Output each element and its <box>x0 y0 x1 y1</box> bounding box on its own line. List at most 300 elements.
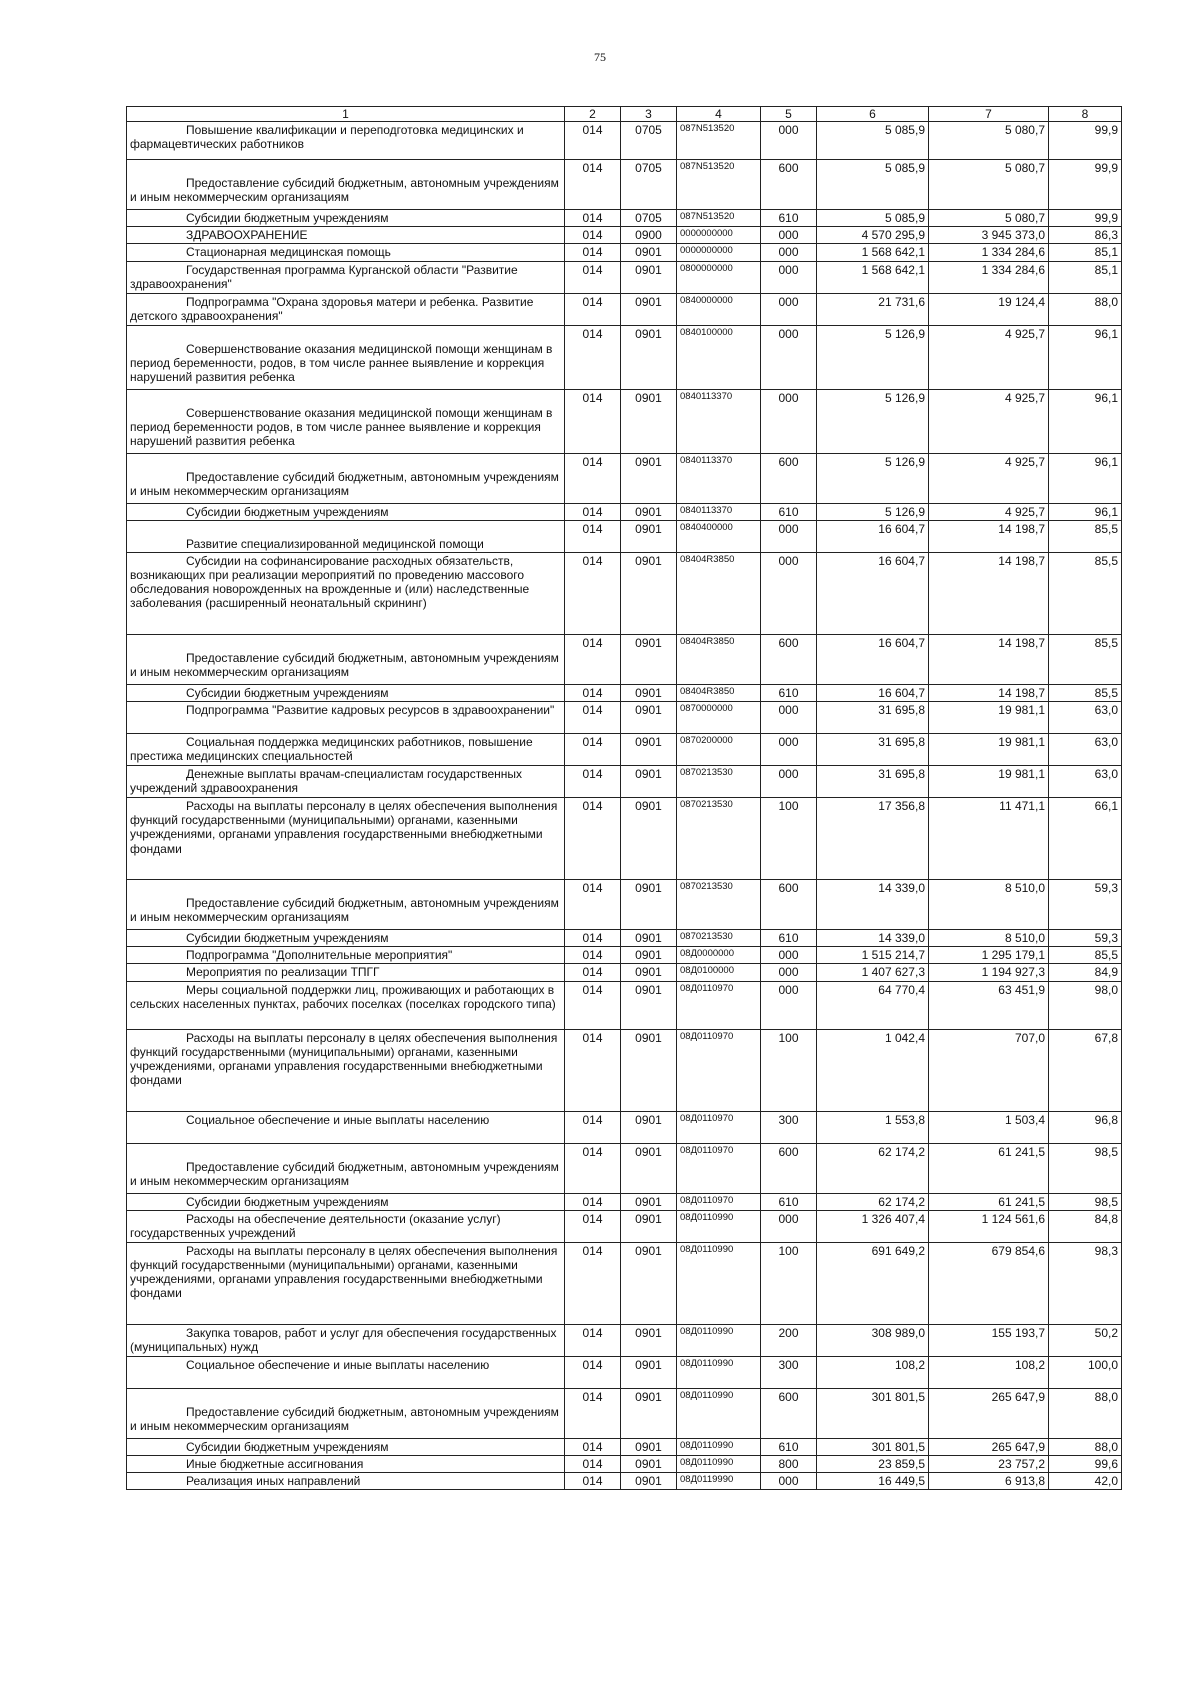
table-row <box>127 453 1122 503</box>
ministry-code: 014 <box>565 1242 621 1324</box>
line-item-text: Расходы на выплаты персоналу в целях обеспечения выполнения функций государственными (муниципальными) органами, казенными учреждениями, органами управления государственными внебюджетными фондами <box>130 1030 558 1088</box>
line-item-name <box>127 227 565 244</box>
table-row <box>127 122 1122 160</box>
planned-amount: 691 649,2 <box>817 1242 929 1324</box>
section-code: 0901 <box>621 1143 677 1193</box>
ministry-code: 014 <box>565 880 621 930</box>
line-item-text: Мероприятия по реализации ТПГГ <box>186 965 380 980</box>
actual-amount: 14 198,7 <box>929 552 1049 634</box>
expense-type-code: 600 <box>761 1143 817 1193</box>
table-row <box>127 1455 1122 1472</box>
section-code: 0901 <box>621 1029 677 1111</box>
line-item-name <box>127 981 565 1029</box>
line-item-text: ЗДРАВООХРАНЕНИЕ <box>186 228 308 243</box>
section-code: 0901 <box>621 684 677 701</box>
line-item-text: Субсидии бюджетным учреждениям <box>186 685 389 700</box>
target-article-code: 087N513520 <box>677 210 761 227</box>
execution-percent: 85,1 <box>1049 244 1122 261</box>
target-article-code: 0800000000 <box>677 261 761 293</box>
execution-percent: 88,0 <box>1049 1438 1122 1455</box>
planned-amount: 23 859,5 <box>817 1455 929 1472</box>
line-item-name <box>127 453 565 503</box>
planned-amount: 16 449,5 <box>817 1473 929 1490</box>
expense-type-code: 600 <box>761 1388 817 1438</box>
expense-type-code: 100 <box>761 1242 817 1324</box>
expense-type-code: 600 <box>761 453 817 503</box>
table-row <box>127 244 1122 261</box>
target-article-code: 0840100000 <box>677 325 761 389</box>
execution-percent: 63,0 <box>1049 702 1122 734</box>
line-item-text: Социальная поддержка медицинских работников, повышение престижа медицинских специальностей <box>130 735 533 764</box>
execution-percent: 99,9 <box>1049 210 1122 227</box>
execution-percent: 88,0 <box>1049 1388 1122 1438</box>
line-item-name <box>127 930 565 947</box>
section-code: 0901 <box>621 964 677 981</box>
table-row <box>127 1324 1122 1356</box>
actual-amount: 23 757,2 <box>929 1455 1049 1472</box>
planned-amount: 1 515 214,7 <box>817 947 929 964</box>
line-item-text: Развитие специализированной медицинской помощи <box>186 536 484 551</box>
execution-percent: 98,5 <box>1049 1193 1122 1210</box>
ministry-code: 014 <box>565 261 621 293</box>
section-code: 0901 <box>621 261 677 293</box>
header-cell: 5 <box>761 107 817 122</box>
section-code: 0901 <box>621 244 677 261</box>
expense-type-code: 000 <box>761 964 817 981</box>
header-cell: 2 <box>565 107 621 122</box>
execution-percent: 96,8 <box>1049 1111 1122 1143</box>
line-item-text: Предоставление субсидий бюджетным, автономным учреждениям и иным некоммерческим организациям <box>130 1159 559 1188</box>
ministry-code: 014 <box>565 1356 621 1388</box>
expense-type-code: 610 <box>761 1438 817 1455</box>
planned-amount: 5 085,9 <box>817 160 929 210</box>
header-cell: 6 <box>817 107 929 122</box>
actual-amount: 19 981,1 <box>929 766 1049 798</box>
ministry-code: 014 <box>565 702 621 734</box>
execution-percent: 84,9 <box>1049 964 1122 981</box>
execution-percent: 59,3 <box>1049 880 1122 930</box>
expense-type-code: 600 <box>761 880 817 930</box>
line-item-name <box>127 1029 565 1111</box>
planned-amount: 16 604,7 <box>817 520 929 552</box>
ministry-code: 014 <box>565 734 621 766</box>
line-item-text: Реализация иных направлений <box>186 1474 361 1489</box>
expense-type-code: 000 <box>761 1210 817 1242</box>
execution-percent: 96,1 <box>1049 503 1122 520</box>
section-code: 0901 <box>621 1210 677 1242</box>
ministry-code: 014 <box>565 325 621 389</box>
table-row <box>127 520 1122 552</box>
planned-amount: 5 126,9 <box>817 325 929 389</box>
planned-amount: 62 174,2 <box>817 1193 929 1210</box>
actual-amount: 61 241,5 <box>929 1193 1049 1210</box>
ministry-code: 014 <box>565 122 621 160</box>
execution-percent: 66,1 <box>1049 798 1122 880</box>
planned-amount: 1 553,8 <box>817 1111 929 1143</box>
line-item-text: Иные бюджетные ассигнования <box>186 1456 364 1471</box>
target-article-code: 0870213530 <box>677 766 761 798</box>
section-code: 0901 <box>621 552 677 634</box>
target-article-code: 08Д0119990 <box>677 1473 761 1490</box>
actual-amount: 1 194 927,3 <box>929 964 1049 981</box>
ministry-code: 014 <box>565 552 621 634</box>
line-item-name <box>127 684 565 701</box>
ministry-code: 014 <box>565 453 621 503</box>
target-article-code: 0840113370 <box>677 453 761 503</box>
section-code: 0901 <box>621 930 677 947</box>
page-number: 75 <box>594 50 606 64</box>
section-code: 0901 <box>621 1438 677 1455</box>
header-cell: 4 <box>677 107 761 122</box>
line-item-name <box>127 964 565 981</box>
ministry-code: 014 <box>565 1455 621 1472</box>
expense-type-code: 000 <box>761 766 817 798</box>
section-code: 0901 <box>621 734 677 766</box>
line-item-name <box>127 122 565 160</box>
planned-amount: 14 339,0 <box>817 880 929 930</box>
actual-amount: 11 471,1 <box>929 798 1049 880</box>
table-row <box>127 1029 1122 1111</box>
table-row <box>127 1438 1122 1455</box>
target-article-code: 08Д0110970 <box>677 1029 761 1111</box>
section-code: 0901 <box>621 520 677 552</box>
table-row <box>127 880 1122 930</box>
line-item-text: Подпрограмма "Дополнительные мероприятия" <box>186 948 453 963</box>
table-row <box>127 1143 1122 1193</box>
line-item-text: Предоставление субсидий бюджетным, автономным учреждениям и иным некоммерческим организациям <box>130 1404 559 1433</box>
planned-amount: 31 695,8 <box>817 702 929 734</box>
section-code: 0901 <box>621 1356 677 1388</box>
actual-amount: 4 925,7 <box>929 503 1049 520</box>
expense-type-code: 000 <box>761 261 817 293</box>
table-row <box>127 684 1122 701</box>
section-code: 0901 <box>621 453 677 503</box>
actual-amount: 679 854,6 <box>929 1242 1049 1324</box>
expense-type-code: 000 <box>761 389 817 453</box>
table-row <box>127 1473 1122 1490</box>
actual-amount: 1 334 284,6 <box>929 261 1049 293</box>
target-article-code: 08Д0110970 <box>677 1143 761 1193</box>
ministry-code: 014 <box>565 293 621 325</box>
line-item-text: Предоставление субсидий бюджетным, автономным учреждениям и иным некоммерческим организациям <box>130 176 559 205</box>
table-row <box>127 1388 1122 1438</box>
actual-amount: 265 647,9 <box>929 1388 1049 1438</box>
line-item-text: Повышение квалификации и переподготовка медицинских и фармацевтических работников <box>130 123 524 152</box>
line-item-name <box>127 1455 565 1472</box>
section-code: 0901 <box>621 1455 677 1472</box>
section-code: 0705 <box>621 160 677 210</box>
planned-amount: 5 085,9 <box>817 210 929 227</box>
execution-percent: 99,9 <box>1049 122 1122 160</box>
planned-amount: 108,2 <box>817 1356 929 1388</box>
expense-type-code: 000 <box>761 552 817 634</box>
actual-amount: 5 080,7 <box>929 122 1049 160</box>
line-item-name <box>127 1356 565 1388</box>
planned-amount: 21 731,6 <box>817 293 929 325</box>
execution-percent: 100,0 <box>1049 1356 1122 1388</box>
planned-amount: 5 126,9 <box>817 389 929 453</box>
execution-percent: 96,1 <box>1049 389 1122 453</box>
expense-type-code: 610 <box>761 930 817 947</box>
execution-percent: 99,6 <box>1049 1455 1122 1472</box>
section-code: 0705 <box>621 210 677 227</box>
target-article-code: 087N513520 <box>677 160 761 210</box>
table-row <box>127 389 1122 453</box>
table-row <box>127 798 1122 880</box>
actual-amount: 1 295 179,1 <box>929 947 1049 964</box>
actual-amount: 14 198,7 <box>929 520 1049 552</box>
ministry-code: 014 <box>565 798 621 880</box>
line-item-text: Расходы на выплаты персоналу в целях обеспечения выполнения функций государственными (муниципальными) органами, казенными учреждениями, органами управления государственными внебюджетными фондами <box>130 1243 558 1301</box>
ministry-code: 014 <box>565 1324 621 1356</box>
table-row <box>127 1111 1122 1143</box>
section-code: 0901 <box>621 947 677 964</box>
target-article-code: 08404R3850 <box>677 684 761 701</box>
actual-amount: 19 981,1 <box>929 734 1049 766</box>
target-article-code: 0870213530 <box>677 880 761 930</box>
target-article-code: 0870200000 <box>677 734 761 766</box>
planned-amount: 4 570 295,9 <box>817 227 929 244</box>
line-item-name <box>127 1438 565 1455</box>
line-item-text: Расходы на обеспечение деятельности (оказание услуг) государственных учреждений <box>130 1211 501 1240</box>
table-row <box>127 227 1122 244</box>
line-item-name <box>127 520 565 552</box>
target-article-code: 08Д0110970 <box>677 1193 761 1210</box>
ministry-code: 014 <box>565 1111 621 1143</box>
actual-amount: 5 080,7 <box>929 160 1049 210</box>
section-code: 0901 <box>621 325 677 389</box>
section-code: 0901 <box>621 766 677 798</box>
line-item-name <box>127 1242 565 1324</box>
target-article-code: 0000000000 <box>677 227 761 244</box>
table-row <box>127 503 1122 520</box>
ministry-code: 014 <box>565 389 621 453</box>
expense-type-code: 000 <box>761 520 817 552</box>
expense-type-code: 800 <box>761 1455 817 1472</box>
execution-percent: 42,0 <box>1049 1473 1122 1490</box>
planned-amount: 14 339,0 <box>817 930 929 947</box>
table-row <box>127 1210 1122 1242</box>
expense-type-code: 300 <box>761 1111 817 1143</box>
column-number-header <box>127 107 1122 122</box>
target-article-code: 0870000000 <box>677 702 761 734</box>
line-item-text: Денежные выплаты врачам-специалистам государственных учреждений здравоохранения <box>130 767 523 796</box>
line-item-name <box>127 766 565 798</box>
line-item-name <box>127 293 565 325</box>
target-article-code: 08Д0110990 <box>677 1210 761 1242</box>
actual-amount: 61 241,5 <box>929 1143 1049 1193</box>
planned-amount: 1 568 642,1 <box>817 244 929 261</box>
execution-percent: 99,9 <box>1049 160 1122 210</box>
target-article-code: 08Д0110990 <box>677 1356 761 1388</box>
planned-amount: 1 407 627,3 <box>817 964 929 981</box>
expense-type-code: 300 <box>761 1356 817 1388</box>
planned-amount: 16 604,7 <box>817 634 929 684</box>
planned-amount: 301 801,5 <box>817 1438 929 1455</box>
target-article-code: 0000000000 <box>677 244 761 261</box>
planned-amount: 301 801,5 <box>817 1388 929 1438</box>
target-article-code: 087N513520 <box>677 122 761 160</box>
actual-amount: 6 913,8 <box>929 1473 1049 1490</box>
line-item-text: Совершенствование оказания медицинской помощи женщинам в период беременности, родов, в том числе раннее выявление и коррекция нарушений развития ребенка <box>130 341 553 384</box>
line-item-name <box>127 1210 565 1242</box>
actual-amount: 14 198,7 <box>929 634 1049 684</box>
expense-type-code: 000 <box>761 1473 817 1490</box>
section-code: 0900 <box>621 227 677 244</box>
planned-amount: 308 989,0 <box>817 1324 929 1356</box>
execution-percent: 85,1 <box>1049 261 1122 293</box>
actual-amount: 5 080,7 <box>929 210 1049 227</box>
line-item-name <box>127 261 565 293</box>
section-code: 0901 <box>621 634 677 684</box>
actual-amount: 1 124 561,6 <box>929 1210 1049 1242</box>
expense-type-code: 000 <box>761 325 817 389</box>
budget-table <box>126 106 1122 1490</box>
target-article-code: 0840400000 <box>677 520 761 552</box>
table-row <box>127 1242 1122 1324</box>
expense-type-code: 100 <box>761 1029 817 1111</box>
planned-amount: 5 126,9 <box>817 453 929 503</box>
section-code: 0901 <box>621 702 677 734</box>
execution-percent: 85,5 <box>1049 520 1122 552</box>
ministry-code: 014 <box>565 1473 621 1490</box>
expense-type-code: 000 <box>761 227 817 244</box>
line-item-text: Субсидии бюджетным учреждениям <box>186 211 389 226</box>
expense-type-code: 000 <box>761 981 817 1029</box>
expense-type-code: 000 <box>761 293 817 325</box>
actual-amount: 63 451,9 <box>929 981 1049 1029</box>
target-article-code: 08Д0110990 <box>677 1242 761 1324</box>
line-item-text: Расходы на выплаты персоналу в целях обеспечения выполнения функций государственными (муниципальными) органами, казенными учреждениями, органами управления государственными внебюджетными фондами <box>130 799 558 856</box>
execution-percent: 98,0 <box>1049 981 1122 1029</box>
line-item-name <box>127 1473 565 1490</box>
ministry-code: 014 <box>565 227 621 244</box>
execution-percent: 96,1 <box>1049 325 1122 389</box>
target-article-code: 0870213530 <box>677 798 761 880</box>
header-cell: 3 <box>621 107 677 122</box>
section-code: 0901 <box>621 503 677 520</box>
planned-amount: 31 695,8 <box>817 766 929 798</box>
ministry-code: 014 <box>565 1210 621 1242</box>
line-item-text: Социальное обеспечение и иные выплаты населению <box>186 1112 490 1127</box>
actual-amount: 1 503,4 <box>929 1111 1049 1143</box>
execution-percent: 85,5 <box>1049 634 1122 684</box>
actual-amount: 3 945 373,0 <box>929 227 1049 244</box>
execution-percent: 98,5 <box>1049 1143 1122 1193</box>
line-item-text: Предоставление субсидий бюджетным, автономным учреждениям и иным некоммерческим организациям <box>130 896 559 925</box>
execution-percent: 59,3 <box>1049 930 1122 947</box>
line-item-name <box>127 160 565 210</box>
line-item-text: Социальное обеспечение и иные выплаты населению <box>186 1357 490 1372</box>
expense-type-code: 000 <box>761 244 817 261</box>
planned-amount: 5 085,9 <box>817 122 929 160</box>
line-item-text: Закупка товаров, работ и услуг для обеспечения государственных (муниципальных) нужд <box>130 1325 557 1354</box>
table-row <box>127 734 1122 766</box>
execution-percent: 63,0 <box>1049 734 1122 766</box>
expense-type-code: 610 <box>761 1193 817 1210</box>
execution-percent: 63,0 <box>1049 766 1122 798</box>
execution-percent: 96,1 <box>1049 453 1122 503</box>
ministry-code: 014 <box>565 160 621 210</box>
target-article-code: 08404R3850 <box>677 552 761 634</box>
line-item-text: Стационарная медицинская помощь <box>186 245 391 260</box>
planned-amount: 16 604,7 <box>817 552 929 634</box>
target-article-code: 0840000000 <box>677 293 761 325</box>
section-code: 0901 <box>621 1388 677 1438</box>
line-item-name <box>127 1324 565 1356</box>
actual-amount: 1 334 284,6 <box>929 244 1049 261</box>
section-code: 0901 <box>621 1473 677 1490</box>
expense-type-code: 100 <box>761 798 817 880</box>
table-row <box>127 930 1122 947</box>
expense-type-code: 600 <box>761 634 817 684</box>
header-cell: 7 <box>929 107 1049 122</box>
expense-type-code: 000 <box>761 122 817 160</box>
section-code: 0901 <box>621 1242 677 1324</box>
line-item-text: Субсидии бюджетным учреждениям <box>186 504 389 519</box>
actual-amount: 4 925,7 <box>929 453 1049 503</box>
execution-percent: 88,0 <box>1049 293 1122 325</box>
line-item-name <box>127 1143 565 1193</box>
planned-amount: 1 568 642,1 <box>817 261 929 293</box>
ministry-code: 014 <box>565 1438 621 1455</box>
planned-amount: 16 604,7 <box>817 684 929 701</box>
execution-percent: 85,5 <box>1049 947 1122 964</box>
table-row <box>127 1356 1122 1388</box>
section-code: 0901 <box>621 1111 677 1143</box>
table-row <box>127 325 1122 389</box>
planned-amount: 17 356,8 <box>817 798 929 880</box>
planned-amount: 62 174,2 <box>817 1143 929 1193</box>
actual-amount: 19 981,1 <box>929 702 1049 734</box>
execution-percent: 84,8 <box>1049 1210 1122 1242</box>
actual-amount: 265 647,9 <box>929 1438 1049 1455</box>
planned-amount: 1 042,4 <box>817 1029 929 1111</box>
planned-amount: 64 770,4 <box>817 981 929 1029</box>
target-article-code: 08Д0100000 <box>677 964 761 981</box>
line-item-name <box>127 503 565 520</box>
line-item-text: Предоставление субсидий бюджетным, автономным учреждениям и иным некоммерческим организациям <box>130 650 559 680</box>
line-item-text: Подпрограмма "Охрана здоровья матери и ребенка. Развитие детского здравоохранения" <box>130 294 534 323</box>
target-article-code: 0840113370 <box>677 503 761 520</box>
planned-amount: 5 126,9 <box>817 503 929 520</box>
expense-type-code: 000 <box>761 702 817 734</box>
section-code: 0901 <box>621 1324 677 1356</box>
execution-percent: 67,8 <box>1049 1029 1122 1111</box>
target-article-code: 0870213530 <box>677 930 761 947</box>
ministry-code: 014 <box>565 981 621 1029</box>
ministry-code: 014 <box>565 634 621 684</box>
line-item-text: Подпрограмма "Развитие кадровых ресурсов в здравоохранении" <box>186 703 555 718</box>
ministry-code: 014 <box>565 684 621 701</box>
line-item-name <box>127 210 565 227</box>
ministry-code: 014 <box>565 210 621 227</box>
section-code: 0901 <box>621 981 677 1029</box>
line-item-name <box>127 798 565 880</box>
table-row <box>127 1193 1122 1210</box>
line-item-text: Совершенствование оказания медицинской помощи женщинам в период беременности родов, в том числе раннее выявление и коррекция нарушений развития ребенка <box>130 405 553 448</box>
ministry-code: 014 <box>565 1193 621 1210</box>
line-item-text: Субсидии на софинансирование расходных обязательств, возникающих при реализации мероприятий по проведению массового обследования новорожденных на врожденные и (или) наследственные заболевания (расширенный неонатальный скрининг) <box>130 553 530 611</box>
target-article-code: 08Д0110990 <box>677 1324 761 1356</box>
ministry-code: 014 <box>565 766 621 798</box>
ministry-code: 014 <box>565 1029 621 1111</box>
ministry-code: 014 <box>565 1388 621 1438</box>
section-code: 0705 <box>621 122 677 160</box>
line-item-name <box>127 880 565 930</box>
line-item-name <box>127 734 565 766</box>
target-article-code: 08Д0110970 <box>677 1111 761 1143</box>
